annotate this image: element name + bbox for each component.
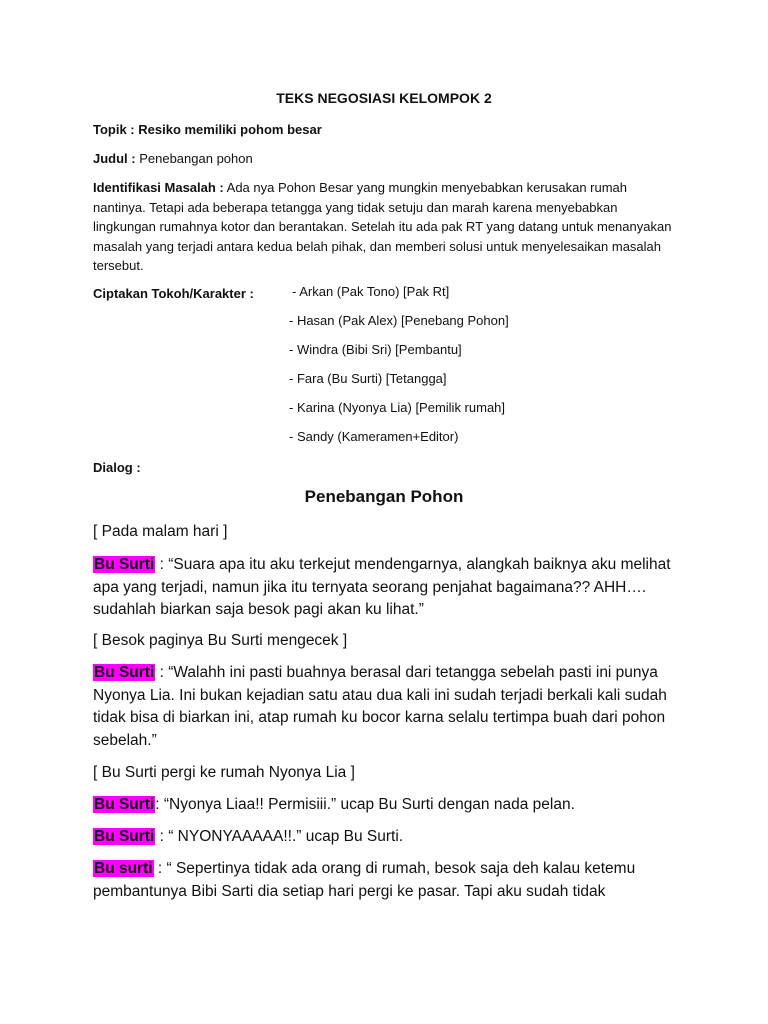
dialog-line <box>93 858 683 903</box>
speaker-highlight: Bu Surti <box>94 664 155 681</box>
scene-direction: [ Pada malam hari ] <box>93 523 228 540</box>
cast-label: Ciptakan Tokoh/Karakter : <box>93 286 254 301</box>
judul-label: Judul : <box>93 151 136 166</box>
dialog-line <box>93 662 683 752</box>
cast-item: - Arkan (Pak Tono) [Pak Rt] <box>292 284 450 299</box>
identifikasi-paragraph <box>93 178 678 276</box>
dialog-text: : “Nyonya Liaa!! Permisiii.” ucap Bu Surti dengan nada pelan. <box>155 796 575 813</box>
dialog-text: : “ NYONYAAAAA!!.” ucap Bu Surti. <box>155 828 404 845</box>
dialog-text: : “Suara apa itu aku terkejut mendengarnya, alangkah baiknya aku melihat apa yang terjadi, namun jika itu ternyata seorang penjahat bagaimana?? AHH…. sudahlah biarkan saja besok pagi akan ku lihat.” <box>93 556 671 618</box>
dialog-text: : “ Sepertinya tidak ada orang di rumah, besok saja deh kalau ketemu pembantunya Bibi Sarti dia setiap hari pergi ke pasar. Tapi aku sudah tidak <box>93 860 636 900</box>
dialog-line <box>93 554 683 622</box>
identifikasi-label: Identifikasi Masalah : <box>93 180 224 195</box>
judul-value: Penebangan pohon <box>135 151 253 166</box>
dialog-text: : “Walahh ini pasti buahnya berasal dari tetangga sebelah pasti ini punya Nyonya Lia. Ini bukan kejadian satu atau dua kali ini sudah terjadi berkali kali sudah tidak bisa di biarkan ini, atap rumah ku bocor karna selalu tertimpa buah dari pohon sebelah.” <box>93 664 667 749</box>
dialog-line <box>93 826 683 849</box>
scene-direction: [ Besok paginya Bu Surti mengecek ] <box>93 632 348 649</box>
story-title: Penebangan Pohon <box>304 487 464 506</box>
speaker-highlight: Bu Surti <box>94 828 155 845</box>
topik-line: Topik : Resiko memiliki pohom besar <box>93 122 322 137</box>
speaker-highlight: Bu Surti <box>94 556 155 573</box>
dialog-label: Dialog : <box>93 460 141 475</box>
document-title: TEKS NEGOSIASI KELOMPOK 2 <box>276 90 492 106</box>
cast-item: - Fara (Bu Surti) [Tetangga] <box>289 371 447 386</box>
identifikasi-text: Ada nya Pohon Besar yang mungkin menyebabkan kerusakan rumah nantinya. Tetapi ada beberapa tetangga yang tidak setuju dan marah karena menyebabkan lingkungan rumahnya kotor dan berantakan. Setelah itu ada pak RT yang datang untuk menanyakan masalah yang terjadi antara kedua belah pihak, dan memberi solusi untuk menyelesaikan masalah tersebut. <box>93 180 672 273</box>
scene-direction: [ Bu Surti pergi ke rumah Nyonya Lia ] <box>93 764 355 781</box>
cast-item: - Karina (Nyonya Lia) [Pemilik rumah] <box>289 400 506 415</box>
speaker-highlight: Bu surti <box>94 860 153 877</box>
cast-item: - Windra (Bibi Sri) [Pembantu] <box>289 342 462 357</box>
cast-item: - Hasan (Pak Alex) [Penebang Pohon] <box>289 313 509 328</box>
cast-item: - Sandy (Kameramen+Editor) <box>289 429 459 444</box>
speaker-highlight: Bu Surti <box>94 796 155 813</box>
judul-line <box>93 149 683 169</box>
dialog-line <box>93 794 683 817</box>
